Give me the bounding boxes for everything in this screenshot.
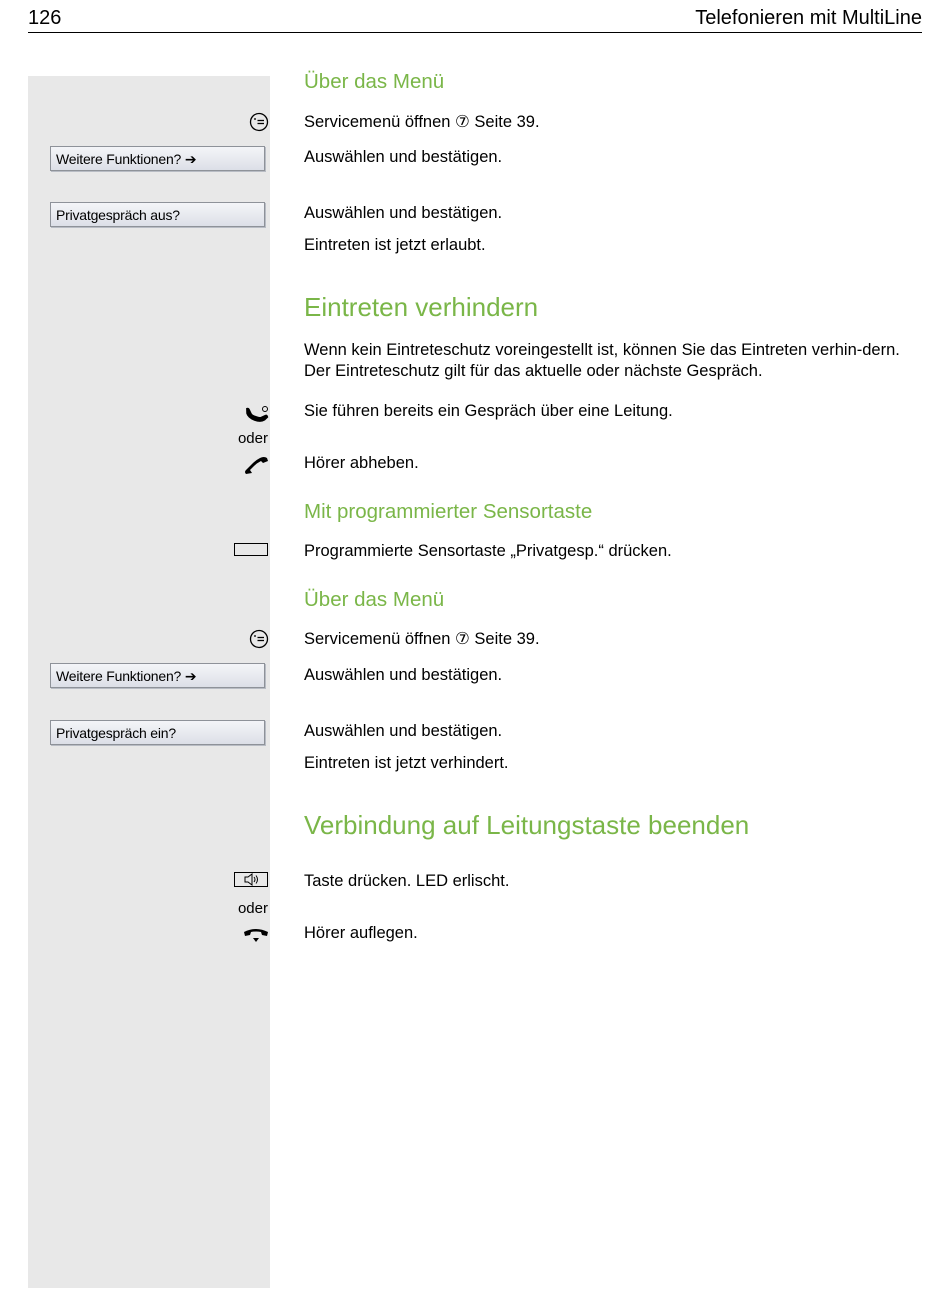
handset-hangup-icon bbox=[242, 926, 270, 944]
result-allowed: Eintreten ist jetzt erlaubt. bbox=[304, 236, 486, 254]
step-select-2b: Auswählen und bestätigen. bbox=[304, 722, 503, 740]
step-sensor-key: Programmierte Sensortaste „Privatgesp.“ drücken. bbox=[304, 542, 672, 560]
step-select-1a: Auswählen und bestätigen. bbox=[304, 148, 503, 166]
step-select-2a: Auswählen und bestätigen. bbox=[304, 666, 503, 684]
step-hang-up: Hörer auflegen. bbox=[304, 924, 418, 942]
page-header bbox=[28, 5, 922, 33]
or-label-2: oder bbox=[237, 900, 268, 917]
more-functions-button-2[interactable]: Weitere Funktionen? ➔ bbox=[50, 663, 265, 688]
speaker-key-icon bbox=[234, 872, 268, 888]
sensor-key-icon bbox=[234, 543, 268, 557]
step-press-key: Taste drücken. LED erlischt. bbox=[304, 872, 510, 890]
result-prevented: Eintreten ist jetzt verhindert. bbox=[304, 754, 509, 772]
step-lift-handset: Hörer abheben. bbox=[304, 454, 419, 472]
private-call-on-button[interactable]: Privatgespräch ein? bbox=[50, 720, 265, 745]
page-number: 126 bbox=[28, 7, 62, 29]
handset-lift-icon bbox=[242, 454, 270, 476]
menu-icon bbox=[249, 112, 269, 132]
step-call-active: Sie führen bereits ein Gespräch über eine Leitung. bbox=[304, 402, 673, 420]
intro-paragraph: Wenn kein Eintreteschutz voreingestellt ist, können Sie das Eintreten verhin-dern. Der Eintreteschutz gilt für das aktuelle oder nächste Gespräch. bbox=[304, 341, 900, 380]
subheading-sensor: Mit programmierter Sensortaste bbox=[304, 500, 593, 523]
menu-icon bbox=[249, 629, 269, 649]
heading-end-line-connection: Verbindung auf Leitungstaste beenden bbox=[304, 810, 750, 840]
subheading-menu-1: Über das Menü bbox=[304, 70, 445, 93]
handset-active-icon bbox=[242, 404, 270, 424]
more-functions-button-1[interactable]: Weitere Funktionen? ➔ bbox=[50, 146, 265, 171]
step-open-menu-2: Servicemenü öffnen ⑦ Seite 39. bbox=[304, 630, 540, 648]
step-select-1b: Auswählen und bestätigen. bbox=[304, 204, 503, 222]
or-label-1: oder bbox=[237, 430, 268, 447]
page-title: Telefonieren mit MultiLine bbox=[695, 7, 922, 29]
subheading-menu-2: Über das Menü bbox=[304, 588, 445, 611]
step-open-menu-1: Servicemenü öffnen ⑦ Seite 39. bbox=[304, 113, 540, 131]
private-call-off-button[interactable]: Privatgespräch aus? bbox=[50, 202, 265, 227]
heading-prevent-intrusion: Eintreten verhindern bbox=[304, 292, 539, 322]
